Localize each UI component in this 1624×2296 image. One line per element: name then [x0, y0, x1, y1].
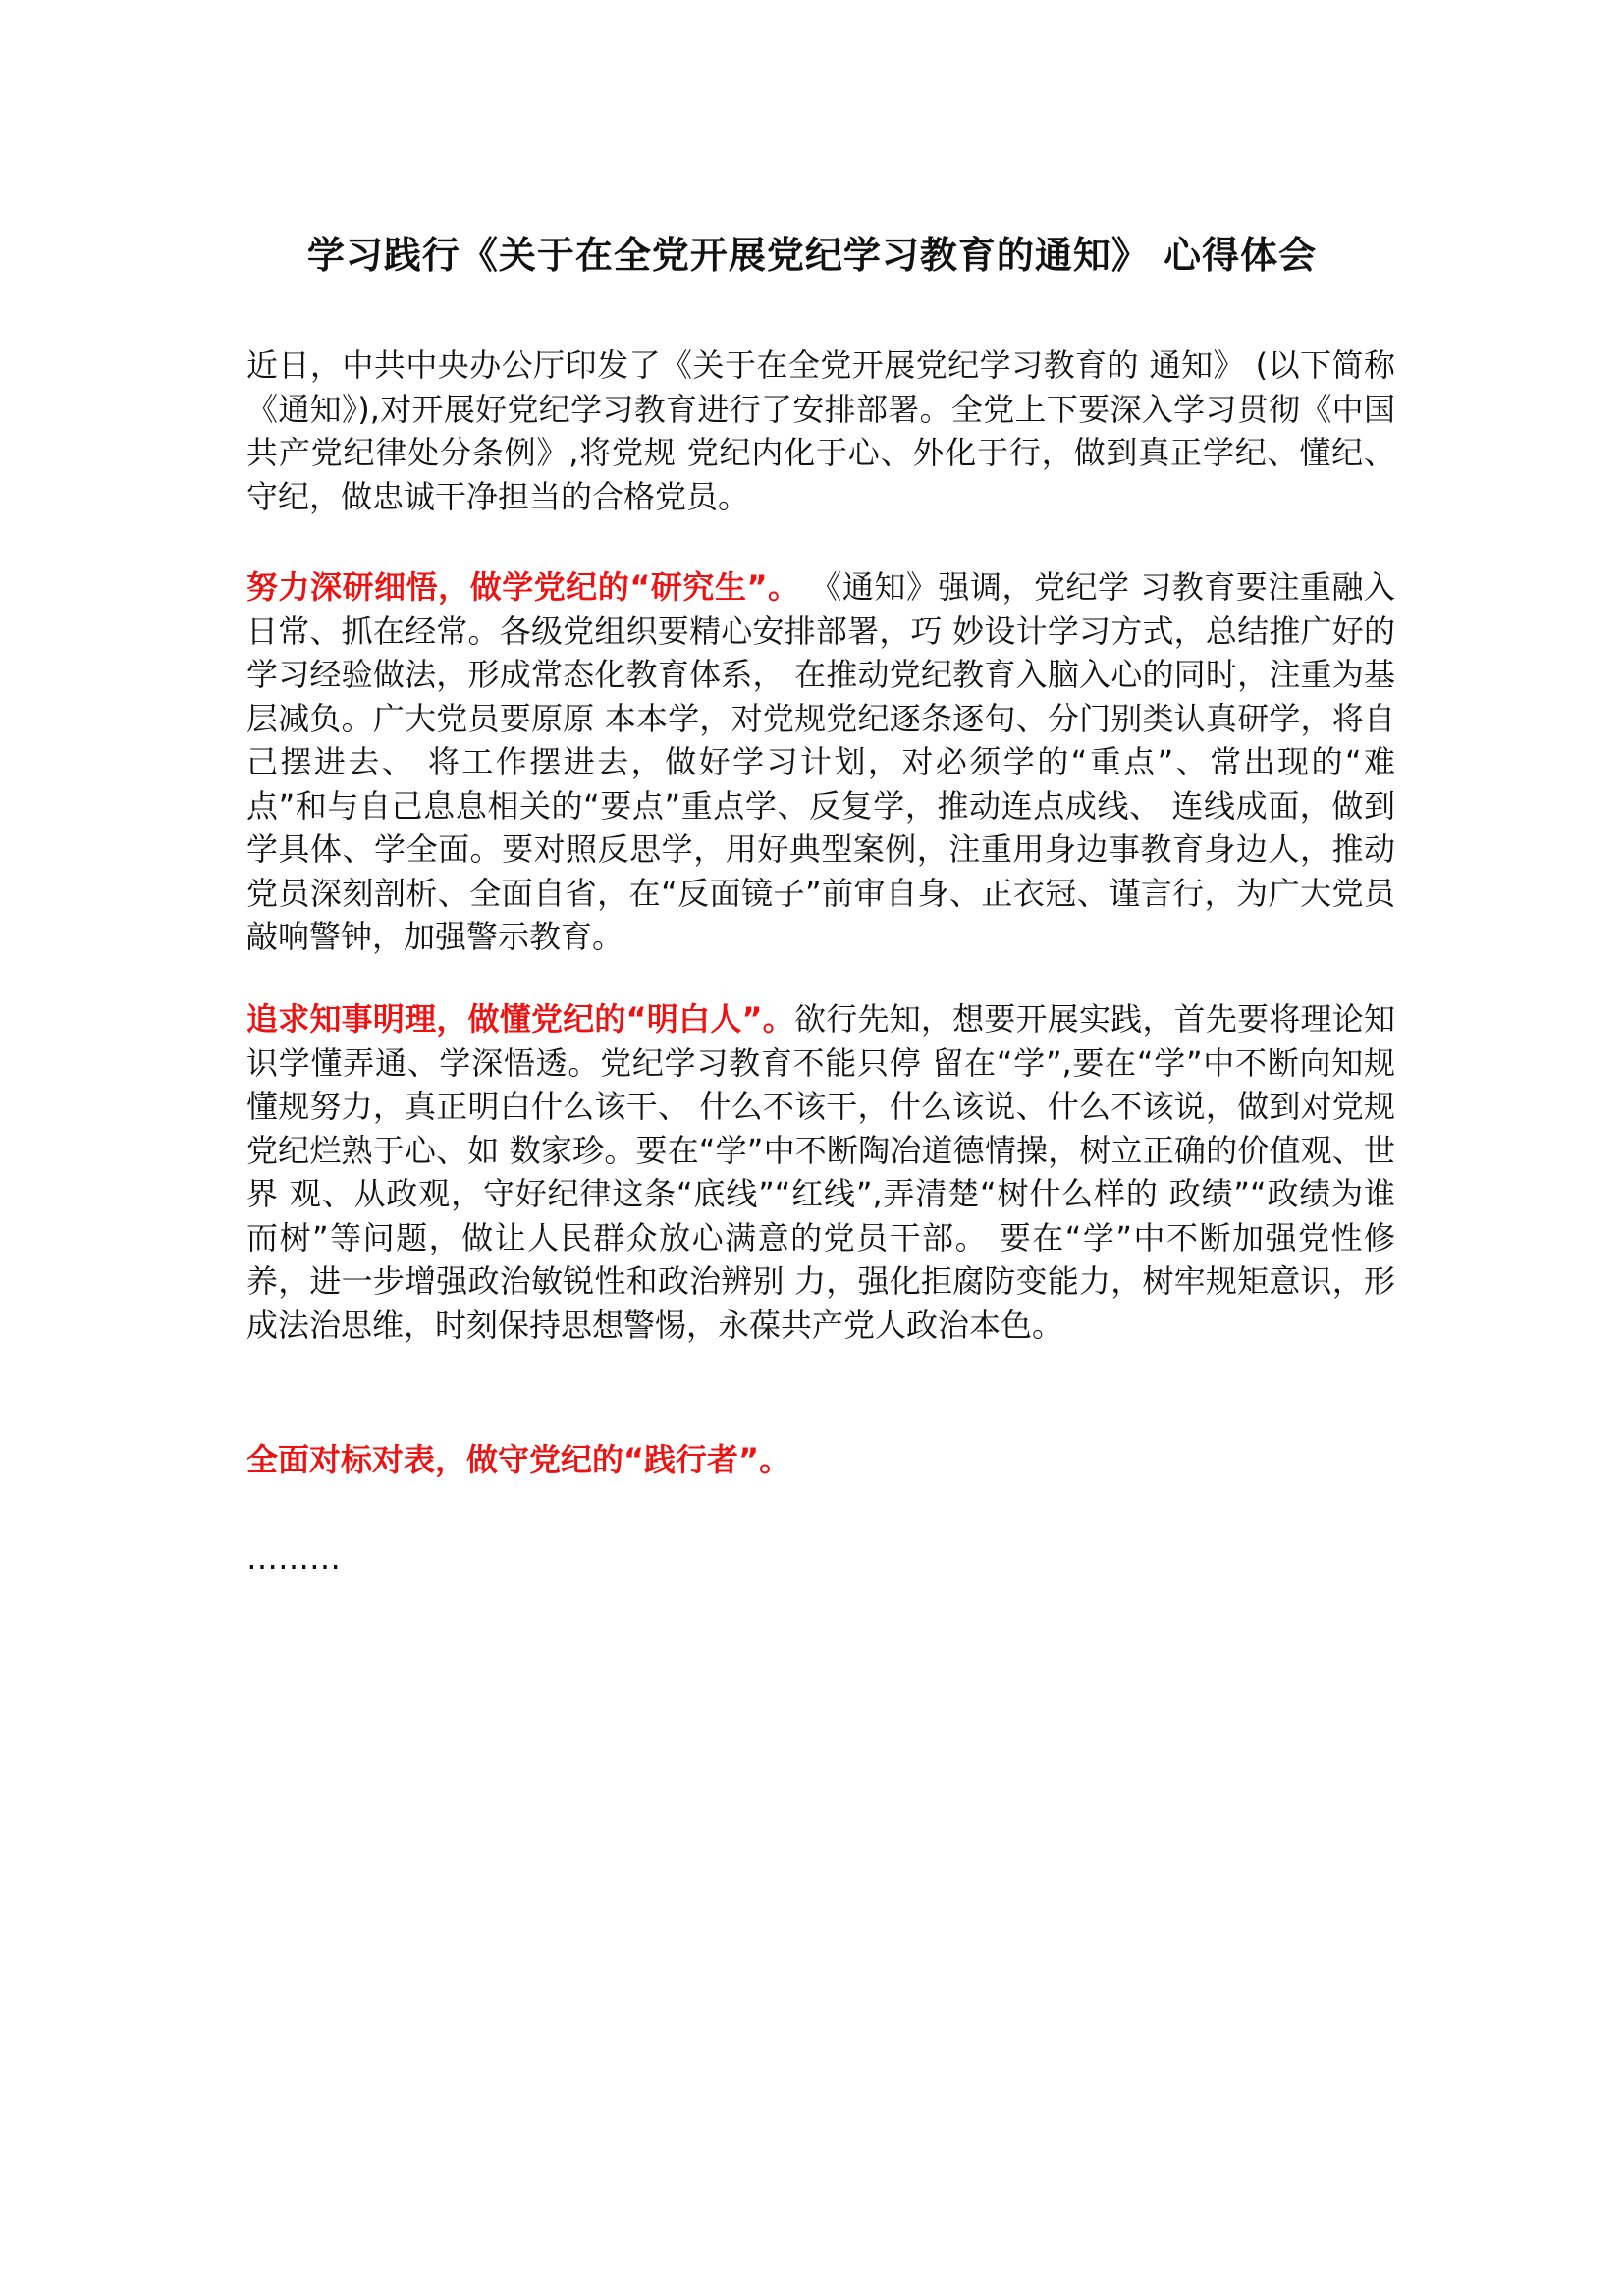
section-paragraph-2: [246, 997, 1395, 1347]
section-body-2: 欲行先知，想要开展实践，首先要将理论知识学懂弄通、学深悟透。党纪学习教育不能只停 留在“学”,要在“学”中不断向知规懂规努力，真正明白什么该干、 什么不该干，什么该说、什么不该说，做到对党规党纪烂熟于心、如 数家珍。要在“学”中不断陶冶道德情操，树立正确的价值观、世界 观、从政观，守好纪律这条“底线”“红线”,弄清楚“树什么样的 政绩”“政绩为谁而树”等问题，做让人民群众放心满意的党员干部。 要在“学”中不断加强党性修养，进一步增强政治敏锐性和政治辨别 力，强化拒腐防变能力，树牢规矩意识，形成法治思维，时刻保持思想警惕，永葆共产党人政治本色。: [246, 1000, 1395, 1344]
section-heading-2: 追求知事明理，做懂党纪的“明白人”。: [246, 1000, 795, 1038]
ellipsis: ………: [246, 1539, 341, 1576]
section-heading-1: 努力深研细悟，做学党纪的“研究生”。: [246, 568, 800, 606]
section-body-1: 《通知》强调，党纪学 习教育要注重融入日常、抓在经常。各级党组织要精心安排部署，巧 妙设计学习方式，总结推广好的学习经验做法，形成常态化教育体系， 在推动党纪教育入脑入心的同时，注重为基层减负。广大党员要原原 本本学，对党规党纪逐条逐句、分门别类认真研学，将自己摆进去、 将工作摆进去，做好学习计划，对必须学的“重点”、常出现的“难 点”和与自己息息相关的“要点”重点学、反复学，推动连点成线、 连线成面，做到学具体、学全面。要对照反思学，用好典型案例，注重用身边事教育身边人，推动党员深刻剖析、全面自省，在“反面镜子”前审自身、正衣冠、谨言行，为广大党员敲响警钟，加强警示教育。: [246, 568, 1395, 955]
intro-paragraph: 近日，中共中央办公厅印发了《关于在全党开展党纪学习教育的 通知》 (以下简称《通知》),对开展好党纪学习教育进行了安排部署。全党上下要深入学习贯彻《中国共产党纪律处分条例》,将党规 党纪内化于心、外化于行，做到真正学纪、懂纪、守纪，做忠诚干净担当的合格党员。: [246, 347, 1395, 515]
section-paragraph-3: [246, 1438, 1395, 1482]
document-title: 学习践行《关于在全党开展党纪学习教育的通知》 心得体会: [306, 234, 1318, 277]
section-heading-3: 全面对标对表，做守党纪的“践行者”。: [246, 1441, 791, 1478]
section-paragraph-1: [246, 565, 1395, 959]
